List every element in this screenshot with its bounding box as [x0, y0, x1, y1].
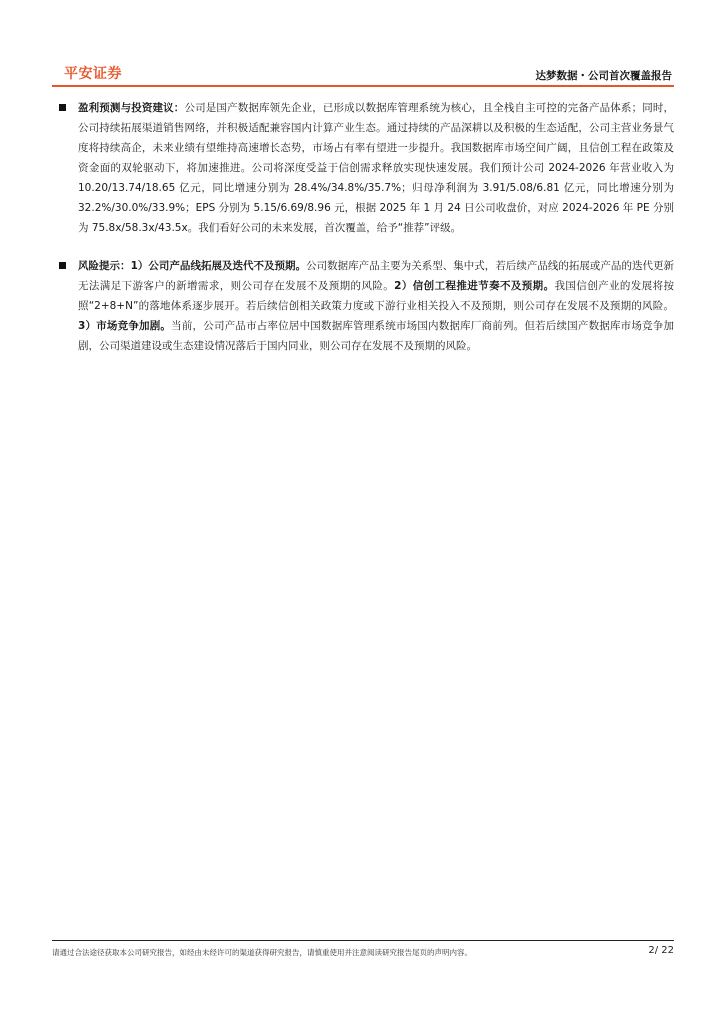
risk-3-text: 当前，公司产品市占率位居中国数据库管理系统市场国内数据库厂商前列。但若后续国产数据库市场竞争加剧，公司渠道建设或生态建设情况落后于国内同业，则公司存在发展不及预期的风险。 — [78, 320, 674, 352]
risk-1-text: 公司数据库产品主要为关系型、集中式，若后续产品线的拓展或产品的迭代更新无法满足下游客户的新增需求，则公司存在发展不及预期的风险。 — [78, 260, 674, 292]
header-divider — [52, 85, 674, 87]
square-bullet-icon — [59, 262, 66, 269]
footer-disclaimer: 请通过合法途径获取本公司研究报告，如经由未经许可的渠道获得研究报告，请慎重使用并注意阅读研究报告尾页的声明内容。 — [52, 948, 472, 957]
brand-logo: 平安证券 — [64, 66, 122, 82]
report-title: 达梦数据・公司首次覆盖报告 — [535, 70, 672, 82]
forecast-text: 公司是国产数据库领先企业，已形成以数据库管理系统为核心，且全栈自主可控的完备产品体系；同时，公司持续拓展渠道销售网络，并积极适配兼容国内计算产业生态。通过持续的产品深耕以及积极的生态适配，公司主营业务景气度将持续高企，未来业绩有望维持高速增长态势，市场占有率有望进一步提升。我国数据库市场空间广阔，且信创工程在政策及资金面的双轮驱动下，将加速推进。公司将深度受益于信创需求释放实现快速发展。我们预计公司 2024-2026 年营业收入为 10.20/13.74/18.65 亿元，同比增速分别为 28.4%/34.8%/35.7%；归母净利润为 3.91/5.08/6.81 亿元，同比增速分别为 32.2%/30.0%/33.9%；EPS 分别为 5.15/6.69/8.96 元，根据 2025 年 1 月 24 日公司收盘价，对应 2024-2026 年 PE 分别为 75.8x/58.3x/43.5x。我们看好公司的未来发展，首次覆盖，给予“推荐”评级。 — [78, 102, 675, 234]
risk-2-text: 我国信创产业的发展将按照“2+8+N”的落地体系逐步展开。若后续信创相关政策力度或下游行业相关投入不及预期，则公司存在发展不及预期的风险。 — [78, 280, 675, 312]
bullet-risks — [58, 256, 674, 356]
page-number: 2/ 22 — [648, 945, 674, 956]
report-body — [58, 98, 674, 356]
risk-3-heading: 3）市场竞争加剧。 — [78, 320, 172, 332]
bullet-forecast — [58, 98, 674, 238]
forecast-heading: 盈利预测与投资建议： — [78, 102, 185, 114]
risk-heading: 风险提示： — [78, 260, 131, 272]
square-bullet-icon — [59, 104, 66, 111]
risk-2-heading: 2）信创工程推进节奏不及预期。 — [394, 280, 555, 292]
footer-divider — [52, 940, 674, 941]
risk-1-heading: 1）公司产品线拓展及迭代不及预期。 — [130, 260, 307, 272]
